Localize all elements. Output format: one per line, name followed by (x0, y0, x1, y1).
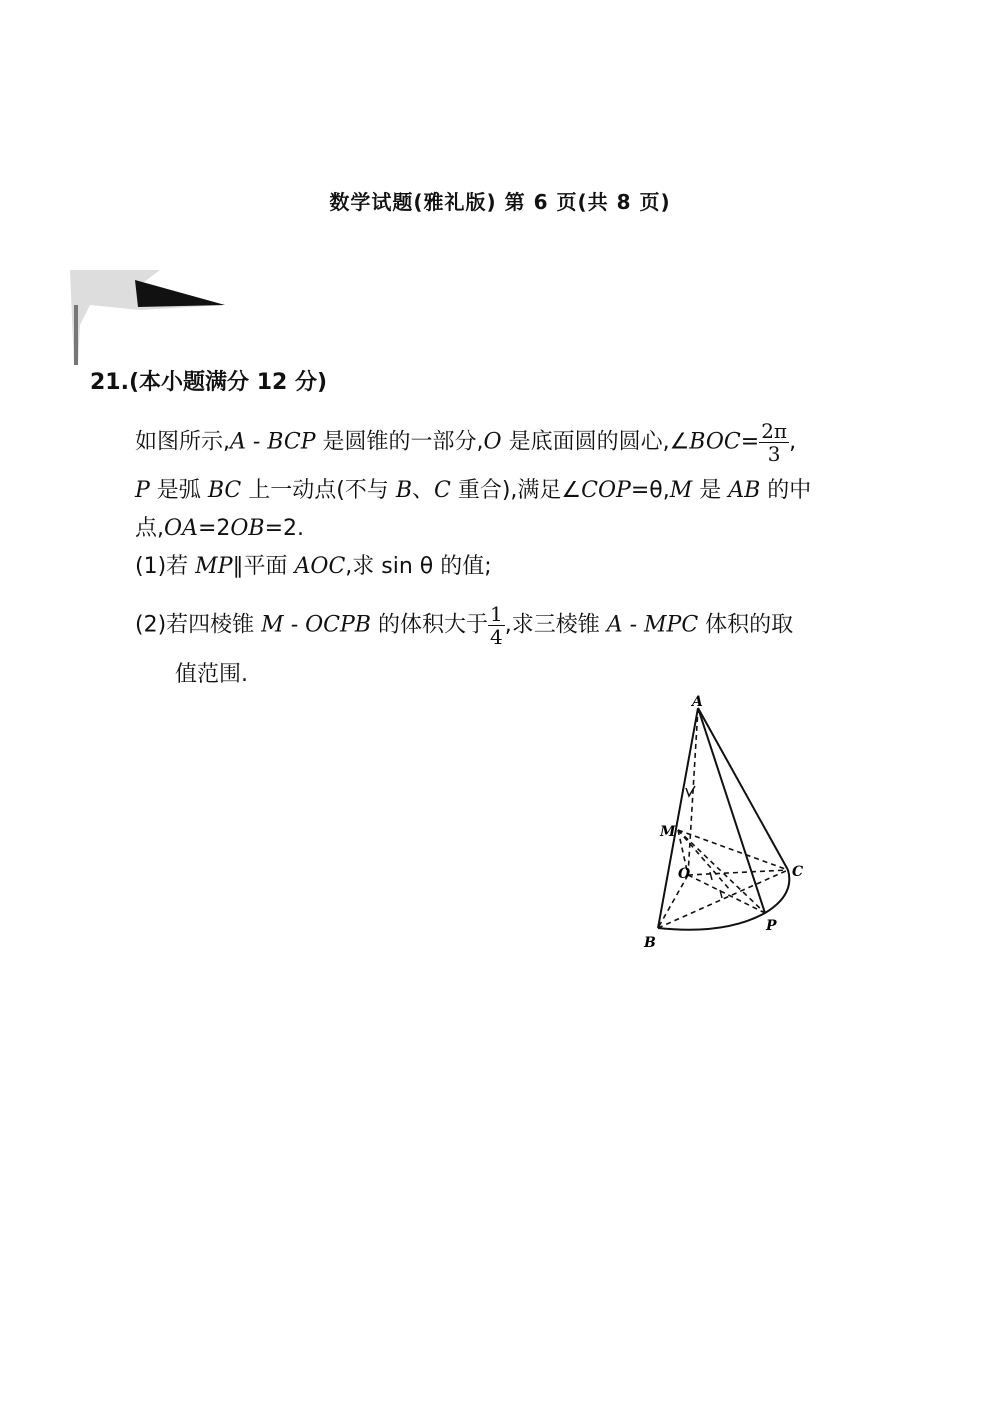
text: 体积的取 (698, 612, 794, 638)
label-B: B (644, 935, 656, 951)
page-footer: 数学试题(雅礼版) 第 6 页(共 8 页) (329, 190, 671, 214)
problem-line-2 (135, 476, 811, 506)
math-term: A - MPC (606, 612, 699, 638)
text: 是圆锥的一部分, (315, 429, 484, 455)
math-term: OA (164, 516, 198, 541)
math-term: B (395, 478, 412, 503)
text: (2)若四棱锥 (135, 612, 262, 638)
label-O: O (678, 866, 691, 882)
label-A: A (692, 694, 703, 710)
text: 如图所示, (135, 429, 230, 455)
text: 点, (135, 516, 164, 541)
text: 的体积大于 (370, 612, 488, 638)
text: ,求三棱锥 (504, 612, 607, 638)
question-number: 21. (90, 370, 129, 395)
label-P: P (766, 918, 777, 934)
fraction-denominator: 3 (767, 442, 781, 466)
part-2-continued (175, 660, 248, 690)
math-term: MP (195, 554, 233, 579)
seg-MC (678, 830, 788, 870)
question-points: (本小题满分 12 分) (128, 370, 328, 395)
math-term: COP (581, 478, 631, 503)
part-2 (135, 603, 793, 648)
text: = (740, 429, 760, 455)
math-term: M - OCPB (261, 612, 371, 638)
text: 是 (692, 478, 729, 503)
part-1 (135, 552, 492, 582)
math-term: A - BCP (230, 429, 316, 455)
text: ,求 sin θ 的值; (345, 554, 492, 579)
text: ∥平面 (232, 554, 295, 579)
problem-line-3 (135, 514, 304, 544)
question-header (90, 365, 327, 396)
scan-artifact (70, 265, 230, 375)
text: =θ, (630, 478, 670, 503)
math-term: M (669, 478, 693, 503)
label-C: C (792, 864, 804, 880)
text: 上一动点(不与 (241, 478, 396, 503)
tick-mark (710, 872, 712, 880)
text: 、 (411, 478, 434, 503)
label-M: M (660, 824, 676, 840)
math-term: AOC (294, 554, 346, 579)
math-term: BC (207, 478, 242, 503)
fraction-numerator: 1 (489, 602, 503, 626)
fraction-denominator: 4 (489, 625, 503, 649)
fraction-2pi-over-3 (759, 420, 789, 465)
math-term: P (135, 478, 150, 503)
math-term: O (483, 429, 502, 455)
math-term: OB (230, 516, 265, 541)
text: 是弧 (149, 478, 208, 503)
text: =2. (264, 516, 305, 541)
math-term: BOC (689, 429, 741, 455)
text: =2 (197, 516, 231, 541)
problem-line-1 (135, 420, 796, 465)
cone-figure (630, 690, 830, 960)
math-term: AB (728, 478, 761, 503)
fraction-numerator: 2π (761, 419, 788, 443)
text: 重合),满足∠ (450, 478, 582, 503)
text: (1)若 (135, 554, 196, 579)
text: 是底面圆的圆心,∠ (501, 429, 690, 455)
math-term: C (434, 478, 451, 503)
fraction-1-over-4 (488, 603, 505, 648)
text: , (789, 429, 797, 455)
seg-OC (688, 870, 788, 875)
text: 的中 (760, 478, 812, 503)
text: 值范围. (175, 662, 248, 687)
